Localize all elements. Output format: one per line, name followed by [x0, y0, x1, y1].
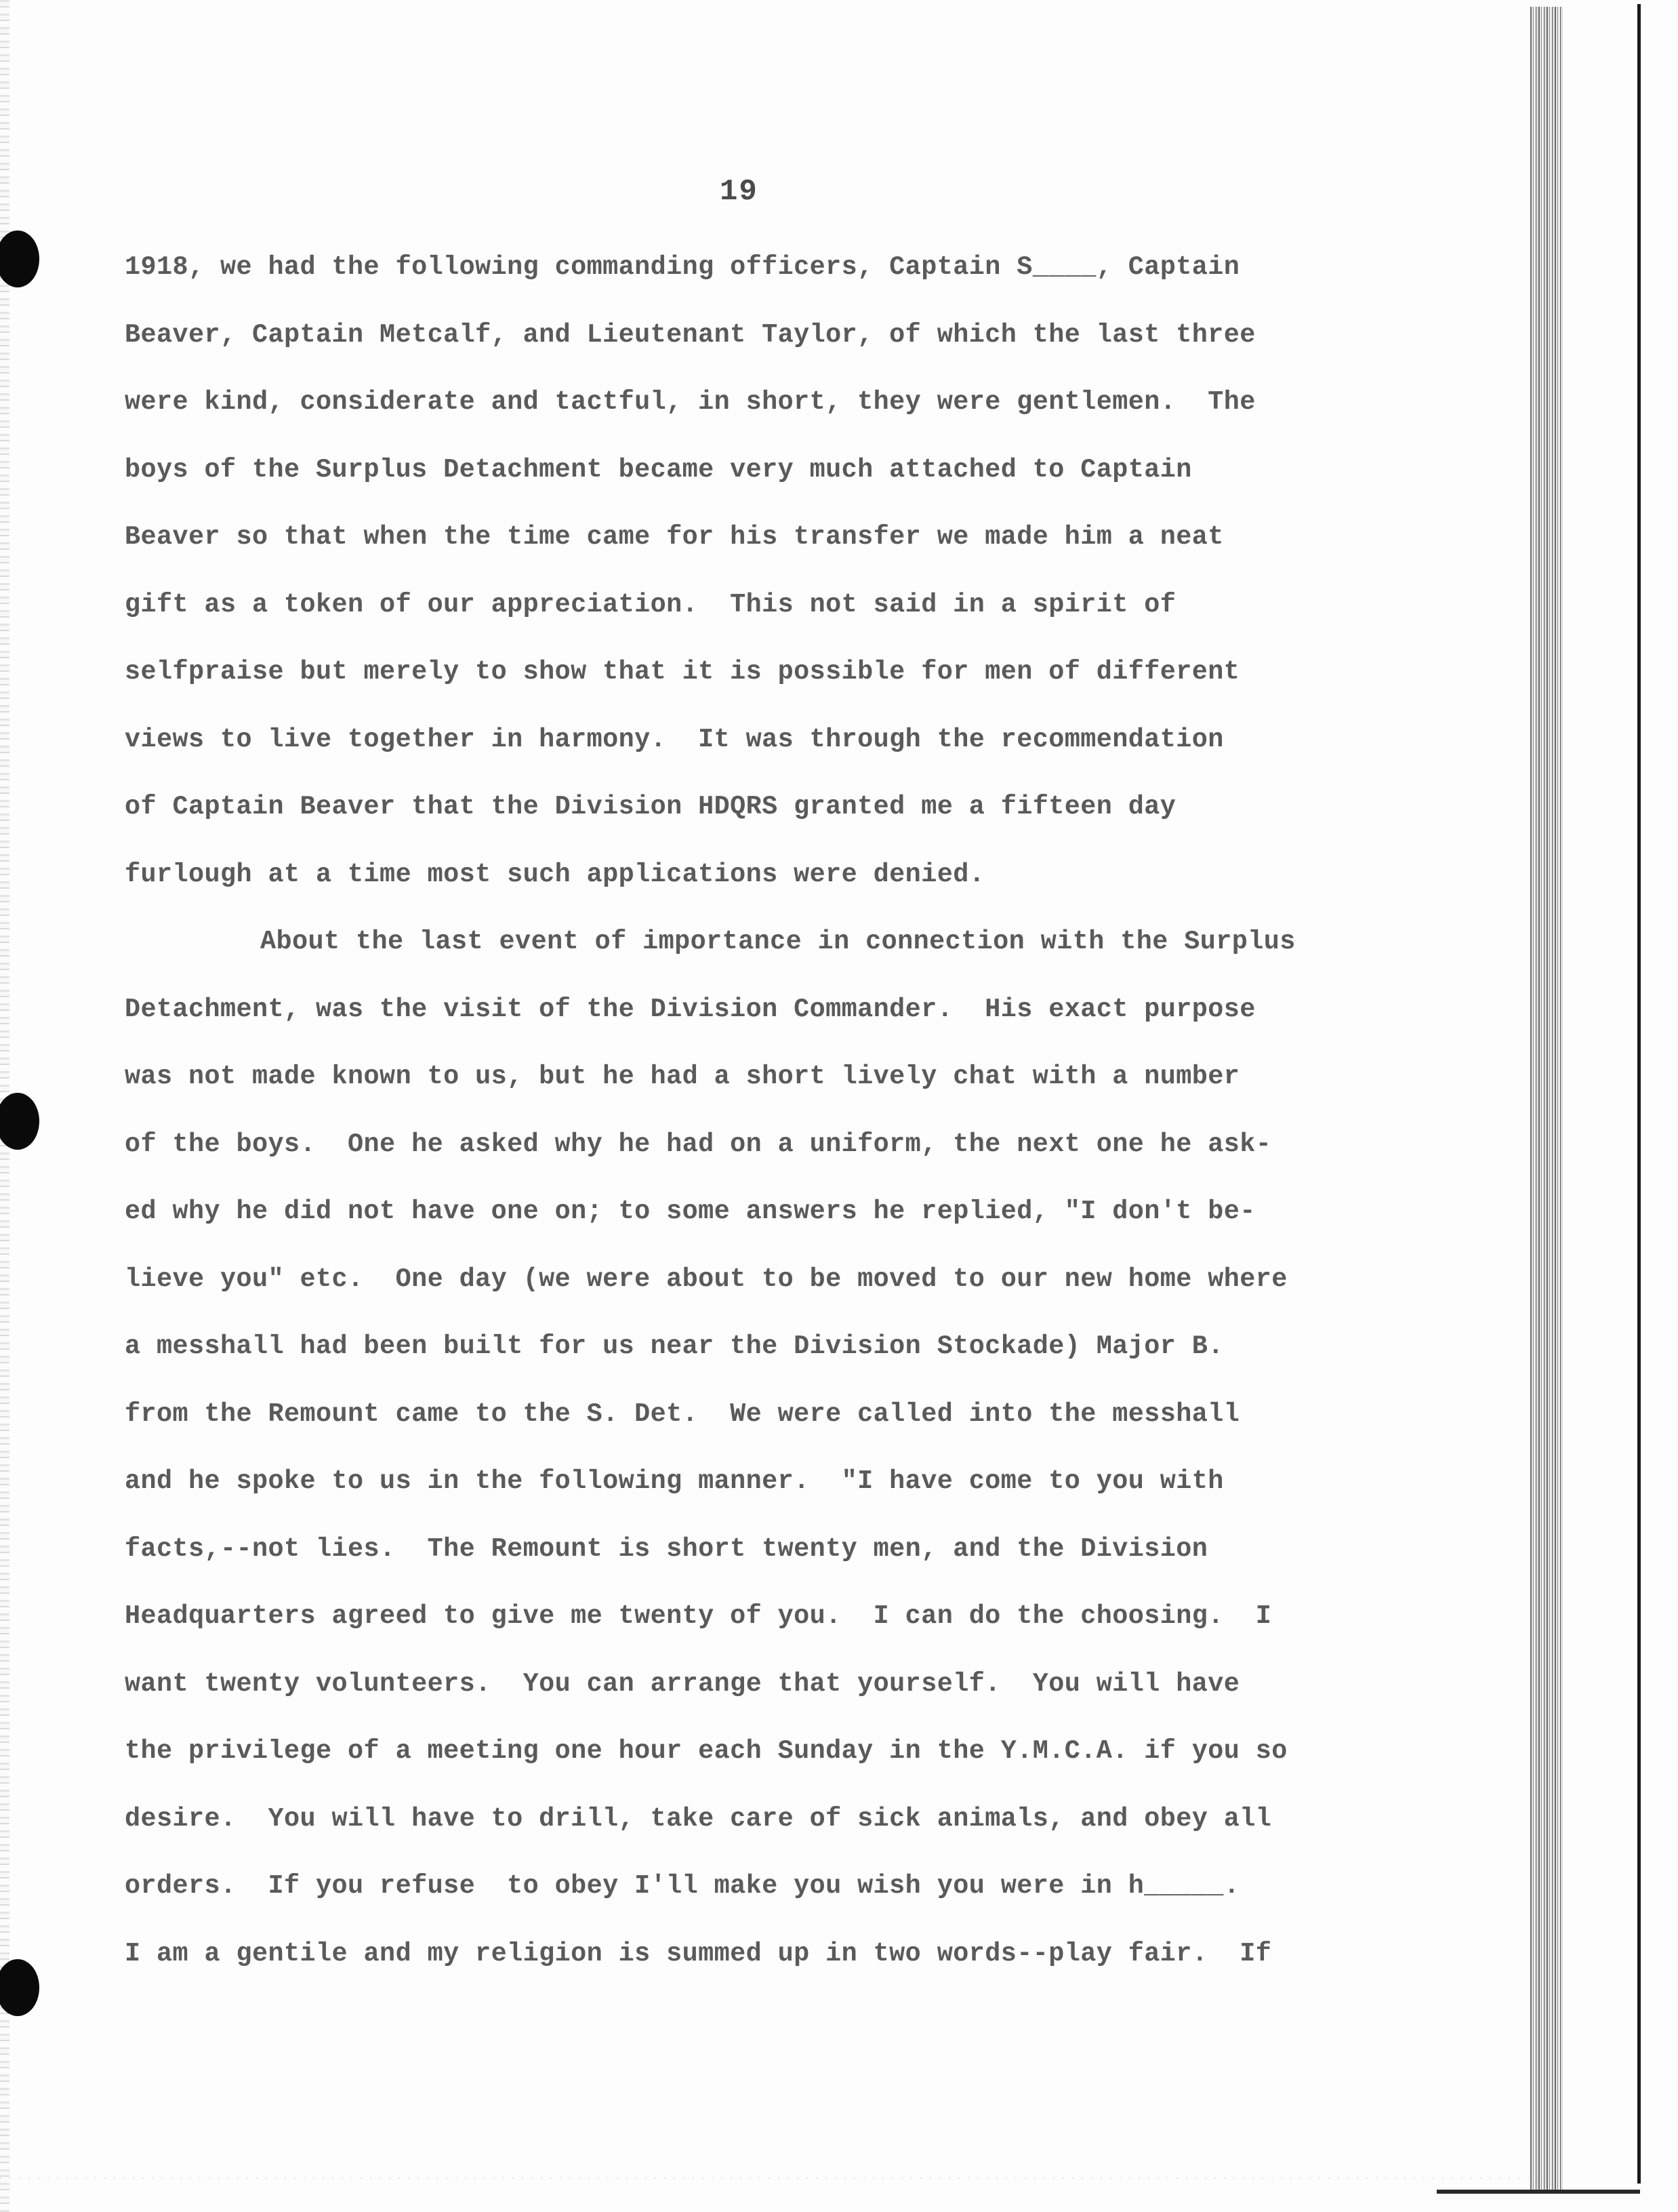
text-line: want twenty volunteers. You can arrange that yourself. You will have — [125, 1668, 1240, 1699]
text-line: Beaver so that when the time came for his transfer we made him a neat — [125, 522, 1224, 552]
scan-bottom-noise — [0, 2177, 1545, 2179]
text-line: ed why he did not have one on; to some answers he replied, "I don't be- — [125, 1197, 1256, 1226]
text-line: selfpraise but merely to show that it is possible for men of different — [125, 657, 1240, 687]
page-bottom-edge — [1437, 2190, 1640, 2194]
text-line: a messhall had been built for us near the Division Stockade) Major B. — [125, 1331, 1224, 1361]
text-line: the privilege of a meeting one hour each Sunday in the Y.M.C.A. if you so — [125, 1736, 1288, 1766]
text-line: Headquarters agreed to give me twenty of you. I can do the choosing. I — [125, 1601, 1272, 1631]
text-line: from the Remount came to the S. Det. We were called into the messhall — [125, 1399, 1240, 1429]
page-stack-edge — [1530, 7, 1563, 2193]
text-line: desire. You will have to drill, take care of sick animals, and obey all — [125, 1803, 1272, 1834]
text-line: orders. If you refuse to obey I'll make you wish you were in h_____. — [125, 1871, 1240, 1901]
text-line: were kind, considerate and tactful, in short, they were gentlemen. The — [125, 387, 1256, 417]
text-line: gift as a token of our appreciation. This not said in a spirit of — [125, 589, 1176, 620]
typed-body-text — [125, 247, 1399, 2000]
text-line: facts,--not lies. The Remount is short twenty men, and the Division — [125, 1533, 1208, 1564]
paragraph-first-line: About the last event of importance in connection with the Surplus — [260, 927, 1296, 957]
punch-hole — [0, 1093, 39, 1150]
text-line: of Captain Beaver that the Division HDQRS granted me a fifteen day — [125, 792, 1176, 822]
punch-hole — [0, 230, 39, 287]
page-stack-border — [1637, 4, 1641, 2184]
text-line: views to live together in harmony. It was through the recommendation — [125, 724, 1224, 755]
text-line: boys of the Surplus Detachment became very much attached to Captain — [125, 454, 1192, 485]
text-line: of the boys. One he asked why he had on a uniform, the next one he ask- — [125, 1129, 1272, 1159]
text-line: 1918, we had the following commanding officers, Captain S____, Captain — [125, 252, 1240, 282]
text-line: was not made known to us, but he had a short lively chat with a number — [125, 1062, 1240, 1091]
page-number: 19 — [720, 175, 758, 209]
text-line: and he spoke to us in the following manner. "I have come to you with — [125, 1466, 1224, 1496]
punch-hole — [0, 1959, 39, 2016]
text-line: furlough at a time most such applications were denied. — [125, 859, 985, 889]
text-line: Detachment, was the visit of the Division Commander. His exact purpose — [125, 994, 1256, 1024]
text-line: Beaver, Captain Metcalf, and Lieutenant Taylor, of which the last three — [125, 319, 1256, 350]
text-line: lieve you" etc. One day (we were about to be moved to our new home where — [125, 1264, 1288, 1294]
text-line: I am a gentile and my religion is summed up in two words--play fair. If — [125, 1938, 1272, 1969]
